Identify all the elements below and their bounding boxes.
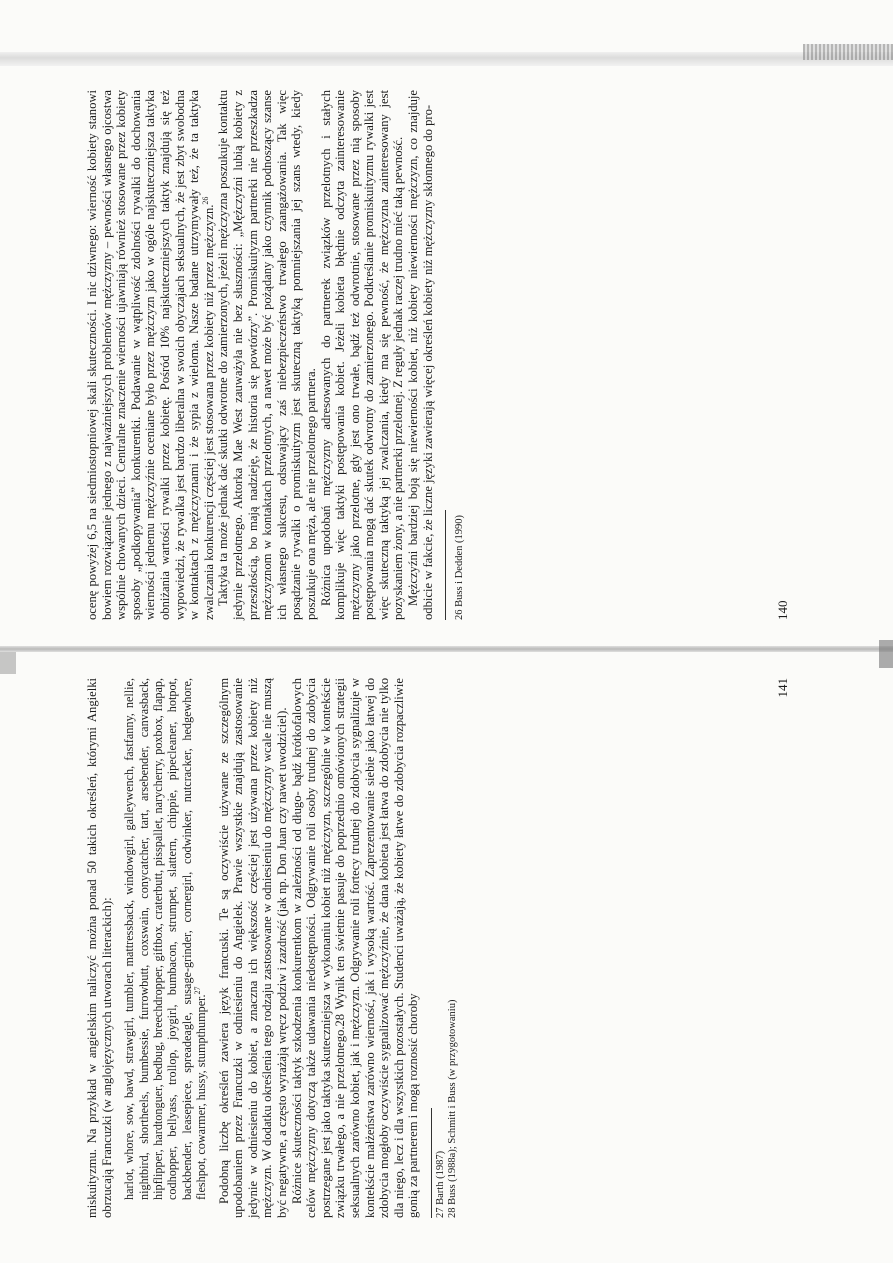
page-gutter xyxy=(0,646,893,652)
footnote-ref: 26 xyxy=(200,196,210,205)
footnote: 26 Buss i Dedden (1990) xyxy=(454,515,466,620)
right-page xyxy=(75,678,795,1218)
page-number: 140 xyxy=(775,600,790,620)
paragraph: Podobną liczbę określeń zawiera język francuski. Te są oczywiście używane ze szczególnym upodobaniem przez Francuzki w odniesieniu do Angielek. Prawie wszystkie znajdują zastosowanie jedynie w odniesieniu do kobiet, a znaczna ich większość częściej jest używana przez kobiety niż mężczyzn. W dodatku określenia tego rodzaju zastosowane w odniesieniu do mężczyzny wcale nie muszą być negatywne, a często wyrażają wręcz podziw i zazdrość (jak np. Don Juan czy nawet uwodziciel). xyxy=(216,678,289,1218)
left-page-content xyxy=(75,90,795,620)
binding-mark-left xyxy=(0,652,16,674)
word-list: harlot, whore, sow, bawd, strawgirl, tumbler, mattressback, windowgirl, galleywench, fastfanny, nellie, nightbird, shortheels, bumbessie, furrowbutt, coxswain, conycatcher, tart, arsebender, canvasback, hipflipper, hardtonguer, bedbug, breechdropper, giftbox, craterbutt, pisspallet, narycherry, poxbox, flapap, codhopper, bellyass, trollop, joygirl, bumbacon, strumpet, slattern, chippie, pipecleaner, hotpot, backbender, leasepiece, spreadeagle, susage-grinder, cornergirl, codwinker, nutcracker, hedgewhore, fleshpot, cowarmer, hussy, stumpthumper.$^{27}$ xyxy=(122,678,209,1200)
paragraph: Mężczyźni bardziej boją się niewierności kobiet, niż kobiety niewierności mężczyzn, co znajduje odbicie w fakcie, że liczne języki zawierają więcej określeń kobiety niż mężczyzny skłonnego do pro- xyxy=(406,90,435,620)
paragraph: Różnice skuteczności taktyk szkodzenia konkurentkom w zależności od długo- bądź krótkofalowych celów mężczyzny dotyczą także udawania niedostępności. Odgrywanie roli osoby trudnej do zdobycia postrzegane jest jako taktyka skuteczniejsza w wykonaniu kobiet niż mężczyzn, szczególnie w kontekście związku trwałego, a nie przelotnego.28 Wynik ten świetnie pasuje do poprzednio omówionych strategii seksualnych zarówno kobiet, jak i mężczyzn. Odgrywanie roli fortecy trudnej do zdobycia sygnalizuje w kontekście małżeństwa zarówno wierność, jak i wysoką wartość. Zaprezentowanie siebie jako łatwej do zdobycia mogłoby oczywiście sygnalizować mężczyźnie, że dana kobieta jest łatwa do zdobycia nie tylko dla niego, lecz i dla wszystkich pozostałych. Studenci uważają, że kobiety łatwe do zdobycia rozpaczliwie gonią za partnerem i mogą roznosić choroby xyxy=(289,678,421,1218)
binding-mark-right xyxy=(879,640,893,668)
footnote-ref: 27 xyxy=(193,986,203,995)
paragraph: Różnica upodobań mężczyzny adresowanych do partnerek związków przelotnych i stałych komplikuje więc taktyki postępowania kobiet. Jeżeli kobieta błędnie odczyta zainteresowanie mężczyzny jako przelotne, gdy jest ono trwałe, bądź też odwrotnie, stosowane przez nią sposoby postępowania mogą dać skutek odwrotny do zamierzonego. Podkreślanie promiskuityzmu rywalki jest więc skuteczną taktyką jej zwalczania, kiedy ma się pewność, że mężczyzna zainteresowany jest pozyskaniem żony, a nie partnerki przelotnej. Z reguły jednak raczej trudno mieć taką pewność. xyxy=(318,90,406,620)
footnote: 27 Barth (1987) xyxy=(434,1150,446,1218)
footnote-rule xyxy=(445,510,446,620)
paragraph: ocenę powyżej 6,5 na siedmiostopniowej skali skuteczności. I nic dziwnego: wierność kobiety stanowi bowiem rozwiązanie jednego z najważniejszych problemów mężczyzny – pewności własnego ojcostwa wspólnie chowanych dzieci. Centralne znaczenie wierności ujawniają również stosowane przez kobiety sposoby „podkopywania” konkurentki. Podawanie w wątpliwość zdolności rywalki do dochowania wierności jednemu mężczyźnie oceniane było przez mężczyzn jako w ogóle najskuteczniejsza taktyka obniżania wartości rywalki przez kobietę. Pośród 10% najskuteczniejszych taktyk znajdują się też wypowiedzi, że rywalka jest bardzo liberalna w swoich obyczajach seksualnych, że jest zbyt swobodna w kontaktach z mężczyznami i że sypia z wieloma. Nasze badane utrzymywały też, że ta taktyka zwalczania konkurencji częściej jest stosowana przez kobiety niż przez mężczyzn.$^{26}$ xyxy=(85,90,216,620)
scan-artifact-corner xyxy=(803,44,893,60)
right-page-content xyxy=(75,678,795,1218)
paragraph: miskuityzmu. Na przykład w angielskim naliczyć można ponad 50 takich określeń, którymi Angielki obrzucają Francuzki (w anglojęzycznych utworach literackich): xyxy=(85,678,114,1218)
paragraph: Taktyka ta może jednak dać skutki odwrotne do zamierzonych, jeżeli mężczyzna poszukuje kontaktu jedynie przelotnego. Aktorka Mae West zauważyła nie bez słuszności: „Mężczyźni lubią kobiety z przeszłością, bo mają nadzieję, że historia się powtórzy”. Promiskuityzm partnerki nie przeszkadza mężczyznom w kontaktach przelotnych, a nawet może być pożądany jako czynnik podnoszący szanse ich własnego sukcesu, odsuwający zaś niebezpieczeństwo trwałego zaangażowania. Tak więc posądzanie rywalki o promiskuityzm jest skuteczną taktyką pomniejszania jej szans wtedy, kiedy poszukuje ona męża, ale nie przelotnego partnera. xyxy=(216,90,318,620)
footnote-rule xyxy=(431,1108,432,1218)
page-number: 141 xyxy=(775,678,790,698)
scan-artifact-top xyxy=(0,52,893,66)
footnote: 28 Buss (1988a); Schmitt i Buss (w przygotowaniu) xyxy=(446,999,458,1218)
left-page xyxy=(75,90,795,620)
